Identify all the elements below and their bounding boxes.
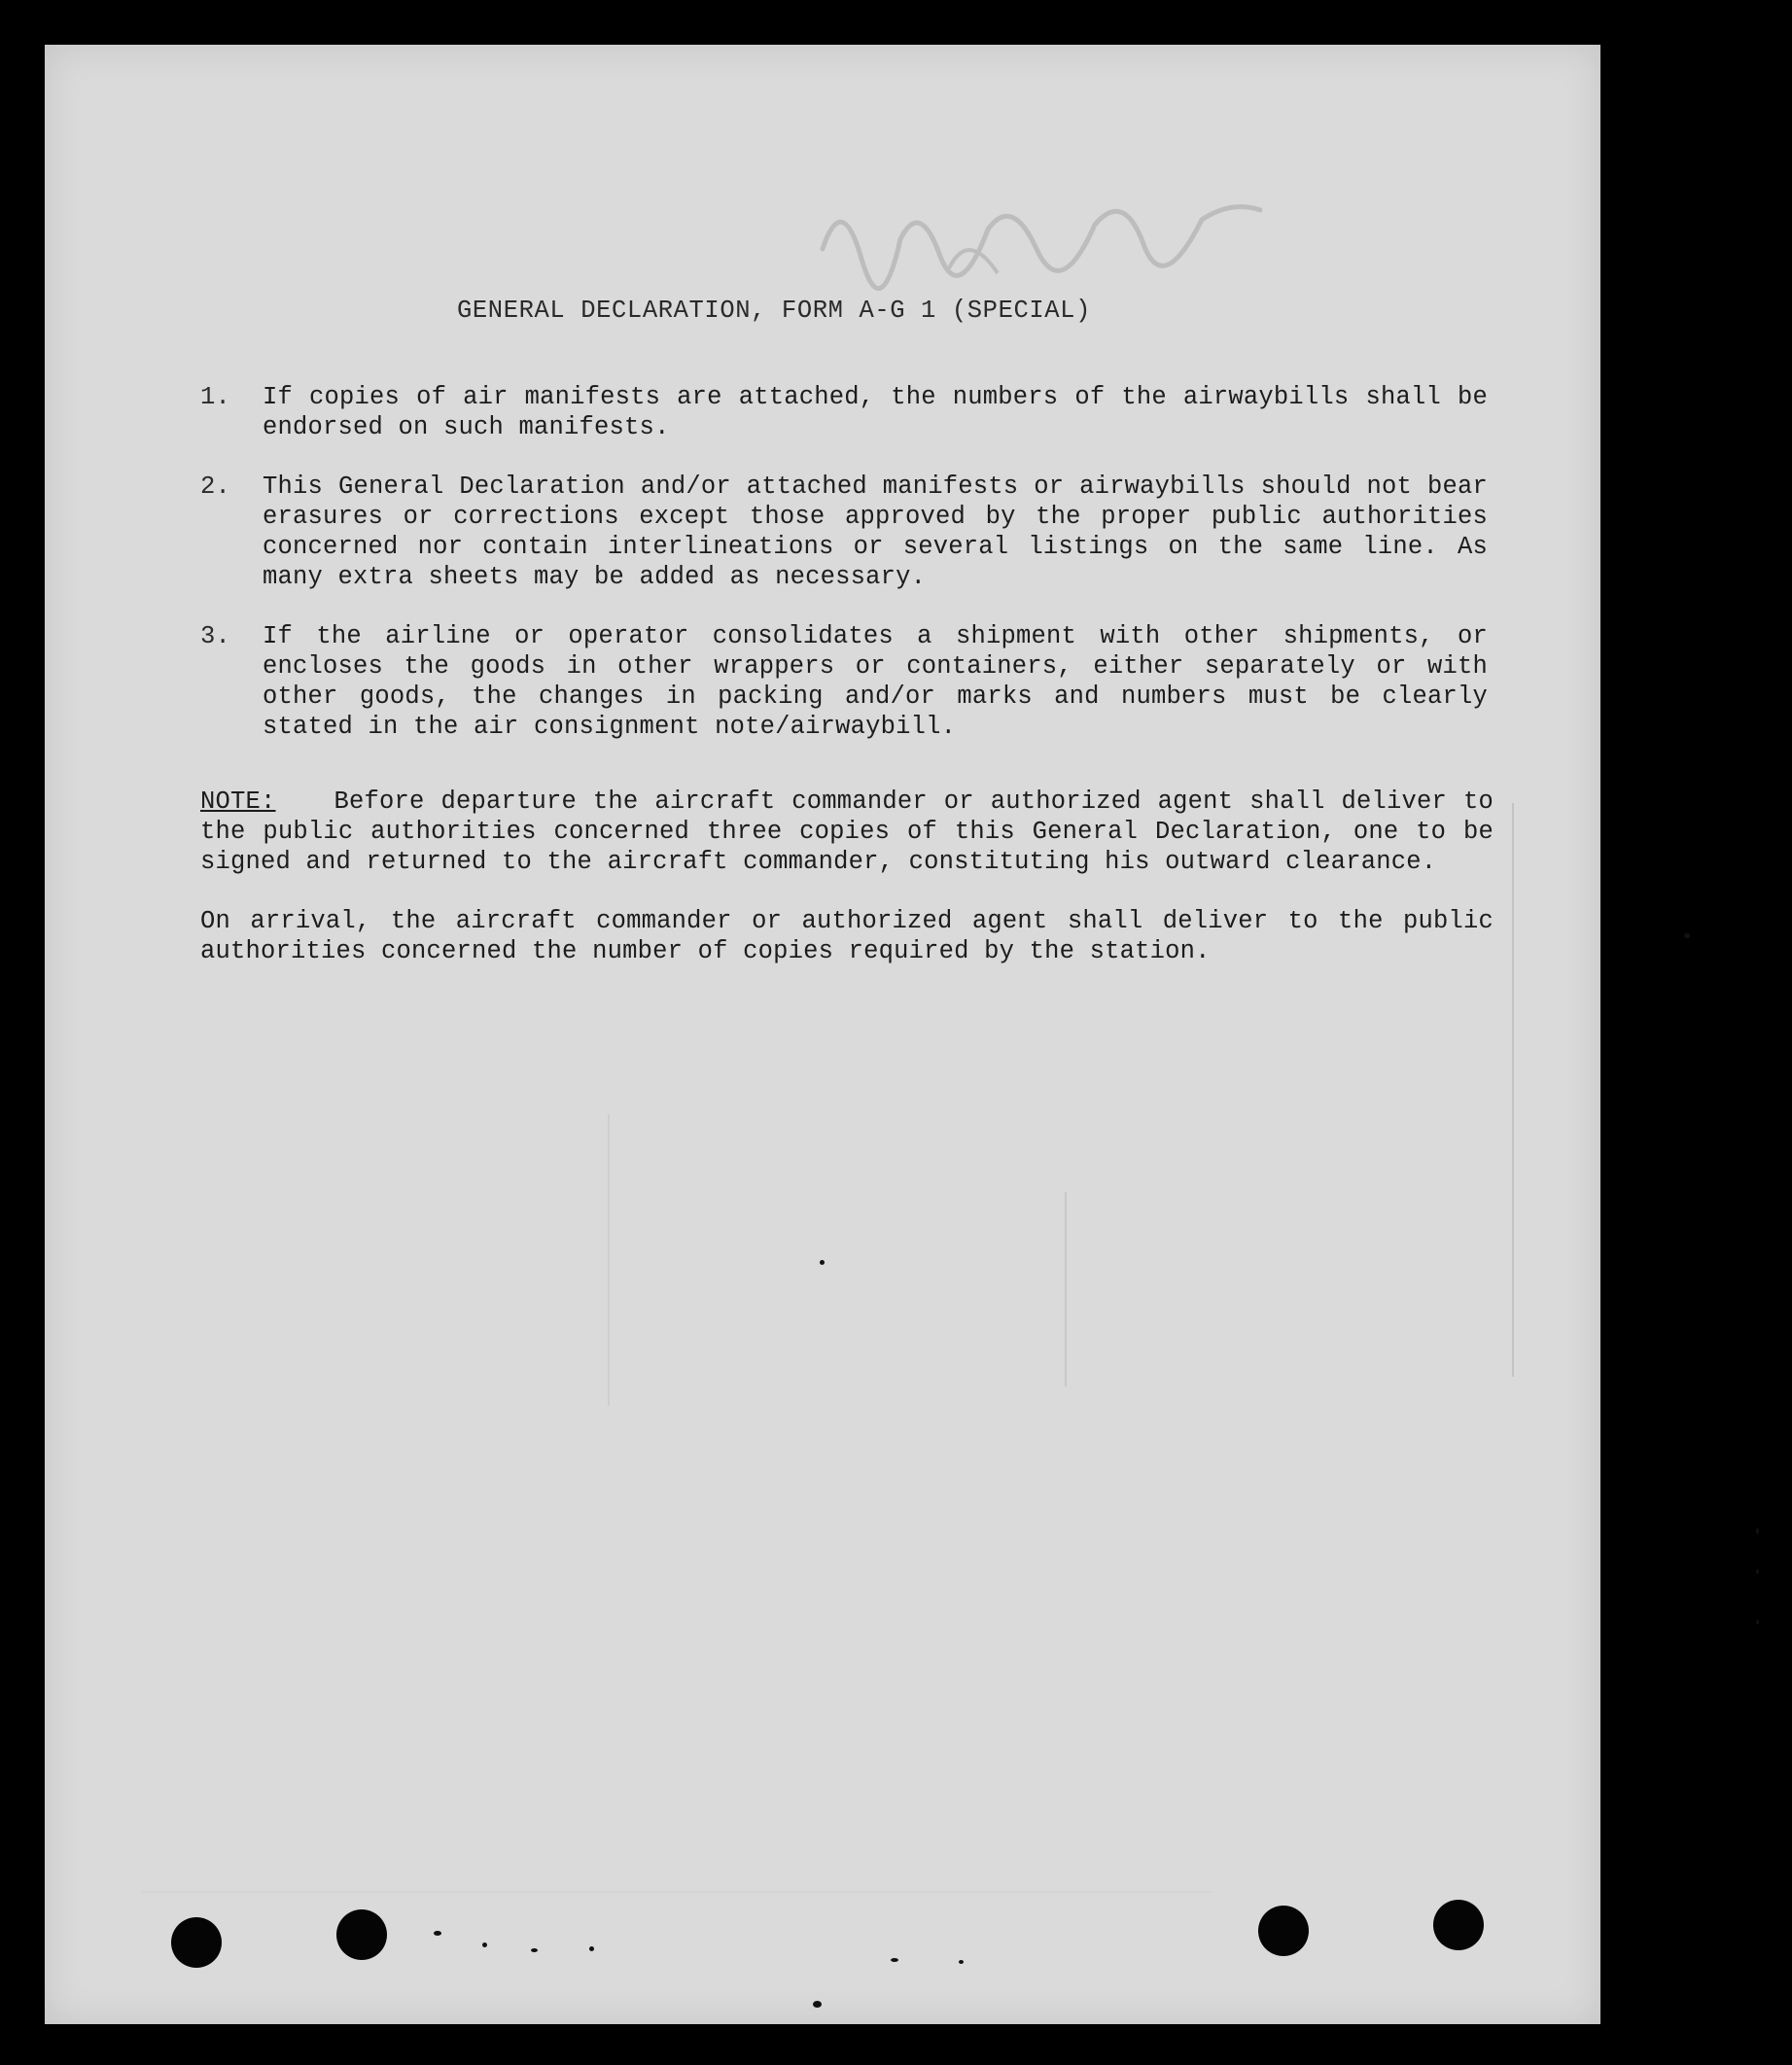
ink-speck (482, 1942, 487, 1947)
note-text: Before departure the aircraft commander or authorized agent shall deliver to the public authorities concerned three copies of this General Declaration, one to be signed and returned to the aircraft commander, constituting his outward clearance. (200, 788, 1493, 876)
note-label: NOTE: (200, 788, 276, 816)
ink-speck (1756, 1569, 1759, 1574)
ink-speck (813, 2001, 822, 2008)
ink-speck (1684, 933, 1690, 938)
ink-speck (1756, 1528, 1759, 1534)
item-text: If the airline or operator consolidates a shipment with other shipments, or encloses the goods in other wrappers or containers, either separately or with other goods, the changes in packing and/or marks and numbers must be clearly stated in the air consignment note/airwaybill. (263, 622, 1488, 741)
item-number: 3. (200, 622, 231, 650)
punch-hole (171, 1917, 222, 1968)
ink-speck (434, 1931, 441, 1936)
instruction-item-3 (200, 621, 1542, 742)
item-text: This General Declaration and/or attached manifests or airwaybills should not bear erasures or corrections except those approved by the proper public authorities concerned nor contain interlineations or several listings on the same line. As many extra sheets may be added as necessary. (263, 472, 1488, 591)
ink-speck (589, 1946, 594, 1951)
instruction-item-1 (200, 382, 1542, 442)
punch-hole (336, 1909, 387, 1960)
instruction-item-2 (200, 472, 1542, 592)
item-text: If copies of air manifests are attached, the numbers of the airwaybills shall be endorsed on such manifests. (263, 383, 1488, 441)
ink-speck (820, 1260, 825, 1265)
ink-speck (1756, 1620, 1759, 1625)
document-title: GENERAL DECLARATION, FORM A-G 1 (SPECIAL) (456, 297, 1091, 325)
departure-note (200, 787, 1493, 877)
punch-hole (1433, 1900, 1484, 1950)
paper-sheet (45, 45, 1600, 2024)
ink-speck (891, 1958, 898, 1962)
item-number: 2. (200, 472, 231, 501)
ink-speck (959, 1960, 964, 1964)
punch-hole (1258, 1906, 1309, 1956)
ink-speck (531, 1948, 538, 1952)
item-number: 1. (200, 383, 231, 411)
declaration-body (200, 296, 1542, 966)
arrival-paragraph: On arrival, the aircraft commander or authorized agent shall deliver to the public authorities concerned the number of copies required by the station. (200, 907, 1493, 965)
